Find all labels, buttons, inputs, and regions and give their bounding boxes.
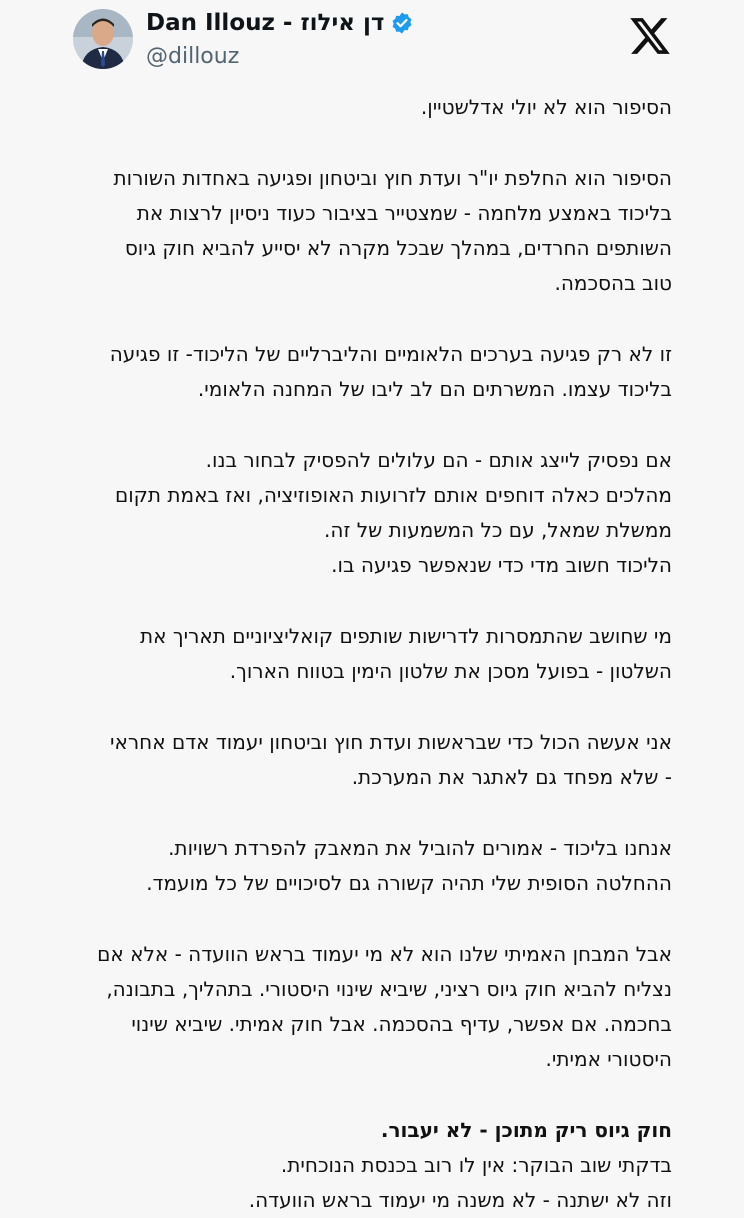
- tweet-paragraph: [62, 831, 672, 901]
- closing-line: בדקתי שוב הבוקר: אין לו רוב בכנסת הנוכחית.: [280, 1153, 672, 1177]
- tweet-paragraph: [62, 90, 672, 125]
- tweet-text-line: ממשלת שמאל, עם כל המשמעות של זה.: [324, 518, 672, 542]
- author-handle[interactable]: @dillouz: [146, 44, 240, 69]
- tweet-header: [0, 0, 744, 90]
- tweet-closing: [62, 1113, 672, 1218]
- tweet-text-line: ההחלטה הסופית שלי תהיה קשורה גם לסיכויים של כל מועמד.: [146, 871, 672, 895]
- tweet-text-line: מי שחושב שהתמסרות לדרישות שותפים קואליציוניים תאריך את: [139, 624, 672, 648]
- tweet-text-line: השלטון - בפועל מסכן את שלטון הימין בטווח הארוך.: [229, 659, 672, 683]
- tweet-paragraph: [62, 161, 672, 301]
- tweet-text-line: אבל המבחן האמיתי שלנו הוא לא מי יעמוד בראש הוועדה - אלא אם: [97, 942, 672, 966]
- x-logo-icon[interactable]: [628, 14, 672, 58]
- tweet-text-line: בליכוד באמצע מלחמה - שמצטייר בציבור כעוד ניסיון לרצות את: [136, 201, 672, 225]
- tweet-text-line: בחכמה. אם אפשר, עדיף בהסכמה. אבל חוק אמיתי. שיביא שינוי: [131, 1012, 672, 1036]
- tweet-text-line: נצליח להביא חוק גיוס רציני, שיביא שינוי היסטורי. בתהליך, בתבונה,: [106, 977, 672, 1001]
- tweet-text-line: אם נפסיק לייצג אותם - הם עלולים להפסיק לבחור בנו.: [205, 448, 672, 472]
- tweet-text-line: זו לא רק פגיעה בערכים הלאומיים והליברליים של הליכוד- זו פגיעה: [109, 342, 672, 366]
- tweet-text-line: - שלא מפחד גם לאתגר את המערכת.: [351, 765, 672, 789]
- tweet-text-line: הסיפור הוא לא יולי אדלשטיין.: [420, 95, 672, 119]
- tweet-paragraph: [62, 937, 672, 1077]
- avatar[interactable]: [73, 9, 133, 69]
- tweet-paragraph: [62, 337, 672, 407]
- tweet-text-line: טוב בהסכמה.: [554, 271, 672, 295]
- profile-photo: [73, 9, 133, 69]
- tweet-text-line: הסיפור הוא החלפת יו"ר ועדת חוץ וביטחון ופגיעה באחדות השורות: [113, 166, 672, 190]
- tweet-text-line: אני אעשה הכול כדי שבראשות ועדת חוץ וביטחון יעמוד אדם אחראי: [110, 730, 672, 754]
- tweet-paragraph: [62, 443, 672, 583]
- tweet-text-line: השותפים החרדים, במהלך שבכל מקרה לא יסייע להביא חוק גיוס: [124, 236, 672, 260]
- closing-bold-line: חוק גיוס ריק מתוכן - לא יעבור.: [380, 1118, 672, 1142]
- tweet-body: [62, 90, 672, 1218]
- author-name-row[interactable]: [146, 10, 414, 36]
- tweet-text-line: הליכוד חשוב מדי כדי שנאפשר פגיעה בו.: [331, 553, 672, 577]
- tweet-text-line: אנחנו בליכוד - אמורים להוביל את המאבק להפרדת רשויות.: [168, 836, 672, 860]
- tweet-text-line: מהלכים כאלה דוחפים אותם לזרועות האופוזיציה, ואז באמת תקום: [114, 483, 672, 507]
- author-display-name[interactable]: Dan Illouz - דן אילוז: [146, 10, 385, 36]
- verified-badge-icon: [390, 11, 414, 35]
- tweet-paragraph: [62, 619, 672, 689]
- tweet-paragraph: [62, 725, 672, 795]
- closing-line: וזה לא ישתנה - לא משנה מי יעמוד בראש הוועדה.: [248, 1188, 672, 1212]
- tweet-text-line: בליכוד עצמו. המשרתים הם לב ליבו של המחנה הלאומי.: [197, 377, 672, 401]
- tweet-text-line: היסטורי אמיתי.: [545, 1047, 672, 1071]
